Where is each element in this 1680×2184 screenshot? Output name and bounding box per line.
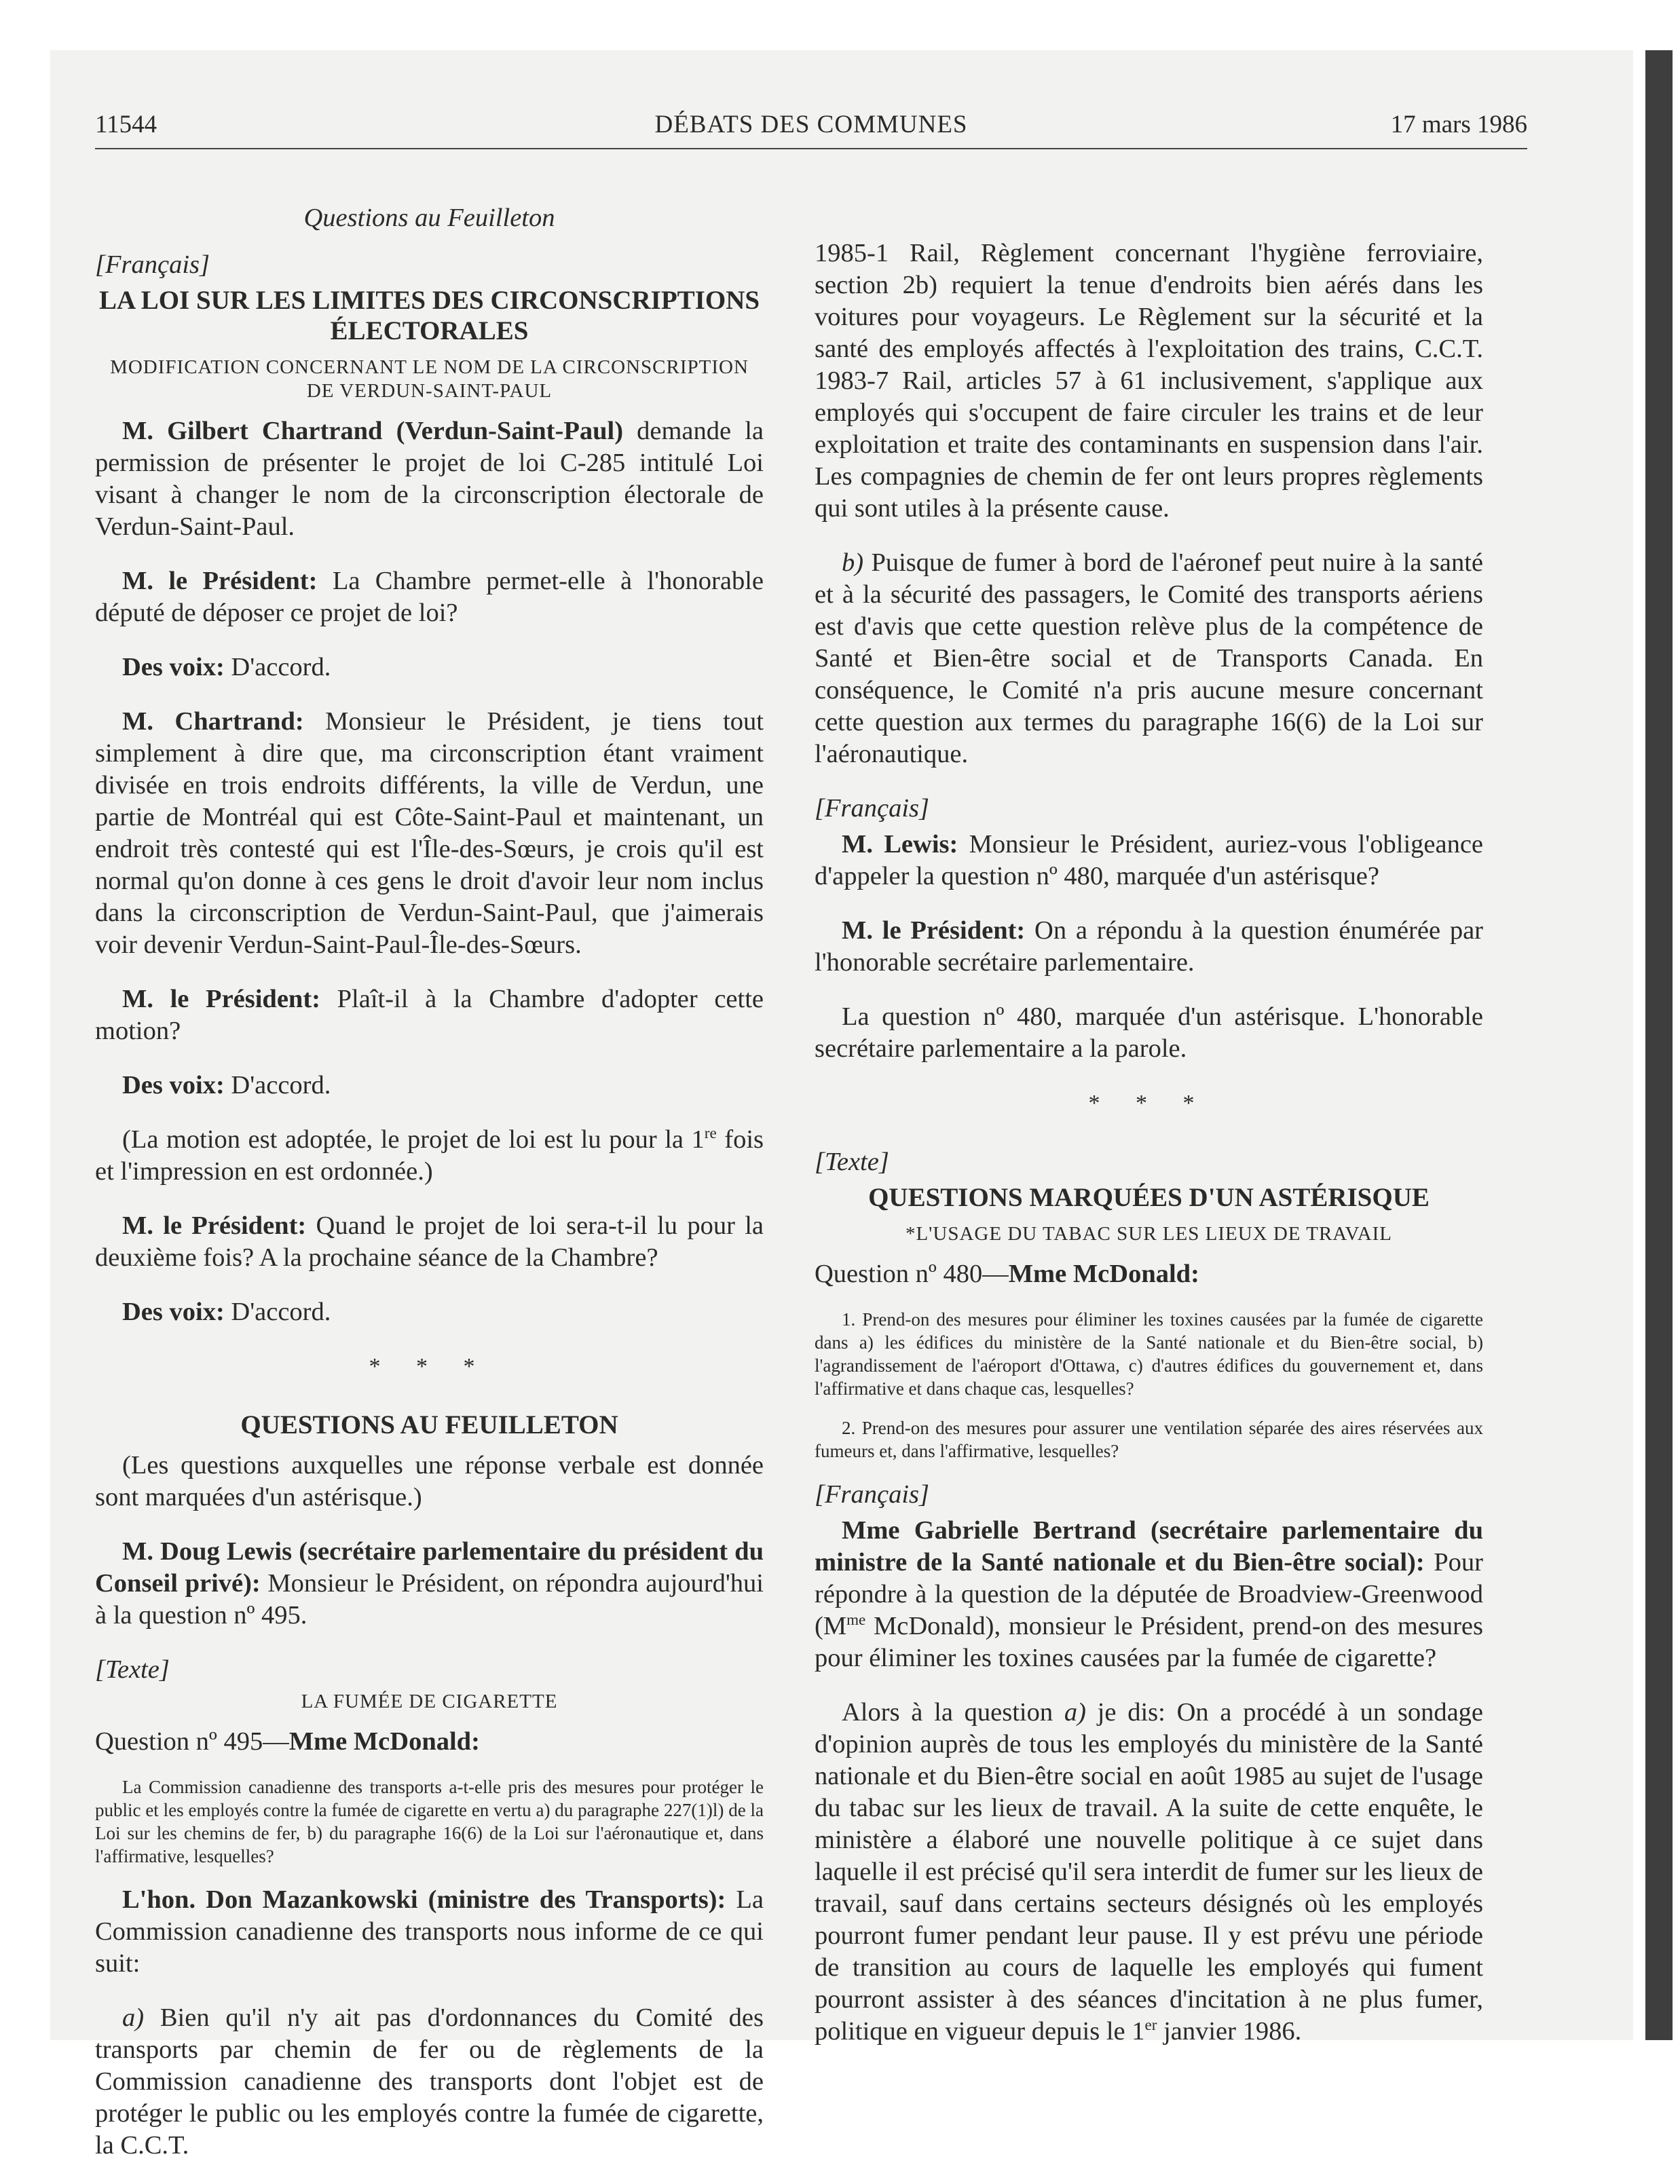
speaker-name: Mme Gabrielle Bertrand (secrétaire parlementaire du ministre de la Santé nationale et du Bien-être social):: [815, 1516, 1483, 1577]
speaker-name: Des voix:: [122, 1071, 225, 1099]
paragraph: M. Lewis: Monsieur le Président, auriez-vous l'obligeance d'appeler la question nº 480, marquée d'un astérisque?: [815, 830, 1483, 890]
speaker-name: M. le Président:: [842, 916, 1026, 945]
paragraph: a) Bien qu'il n'y ait pas d'ordonnances du Comité des transports par chemin de fer ou de règlements de la Commission canadienne des transports dont l'objet est de protéger le public ou les employés contre la fumée de cigarette, la C.C.T.: [95, 2003, 764, 2160]
speaker-name: M. Doug Lewis (secrétaire parlementaire du président du Conseil privé):: [95, 1537, 764, 1598]
paragraph: 1985-1 Rail, Règlement concernant l'hygiène ferroviaire, section 2b) requiert la tenue d'endroits bien aérés dans les voitures pour voyageurs. Le Règlement sur la sécurité et la santé des employés affectés à l'exploitation des trains, C.C.T. 1983-7 Rail, articles 57 à 61 inclusivement, s'applique aux employés qui s'occupent de faire circuler les trains et de leur exploitation et traite des contaminants en suspension dans l'air. Les compagnies de chemin de fer ont leurs propres règlements qui sont utiles à la présente cause.: [815, 239, 1483, 523]
page-header: [95, 110, 1527, 149]
paragraph: M. Chartrand: Monsieur le Président, je tiens tout simplement à dire que, ma circonscription étant vraiment divisée en trois endroits différents, la ville de Verdun, une partie de Montréal qui est Côte-Saint-Paul et maintenant, un endroit très contesté qui est l'Île-des-Sœurs, je crois qu'il est normal qu'on donne à ces gens le droit d'avoir leur nom inclus dans la circonscription de Verdun-Saint-Paul, que j'aimerais voir devenir Verdun-Saint-Paul-Île-des-Sœurs.: [95, 707, 764, 959]
language-tag: [Français]: [95, 250, 210, 279]
speaker-name: Des voix:: [122, 653, 225, 681]
speaker-name: M. Chartrand:: [122, 707, 304, 736]
question-495-heading: Question nº 495—Mme McDonald:: [95, 1727, 480, 1756]
speaker-name: L'hon. Don Mazankowski (ministre des Transports):: [122, 1885, 726, 1914]
heading-order-paper: QUESTIONS AU FEUILLETON: [240, 1410, 618, 1439]
question-480-part-1: 1. Prend-on des mesures pour éliminer les toxines causées par la fumée de cigarette dans a) les édifices du ministère de la Santé nationale et du Bien-être social, b) l'agrandissement de l'aéroport d'Ottawa, c) d'autres édifices du gouvernement et, dans l'affirmative et dans chaque cas, lesquelles?: [815, 1309, 1483, 1399]
page-date: 17 mars 1986: [1390, 111, 1527, 138]
speaker-name: M. le Président:: [122, 567, 318, 595]
speaker-name: M. Gilbert Chartrand (Verdun-Saint-Paul): [122, 417, 624, 445]
subheading-name-change: MODIFICATION CONCERNANT LE NOM DE LA CIRCONSCRIPTION DE VERDUN-SAINT-PAUL: [110, 356, 749, 402]
paragraph: (La motion est adoptée, le projet de loi est lu pour la 1re fois et l'impression en est ordonnée.): [95, 1124, 764, 1186]
paragraph: M. le Président: Plaît-il à la Chambre d'adopter cette motion?: [95, 985, 764, 1045]
section-separator: * * *: [1088, 1091, 1210, 1116]
language-tag: [Texte]: [95, 1655, 170, 1684]
speaker-name: Des voix:: [122, 1298, 225, 1326]
language-tag: [Texte]: [815, 1148, 889, 1176]
left-column: [95, 202, 764, 2184]
paragraph: Des voix: D'accord.: [122, 653, 331, 681]
paragraph: (Les questions auxquelles une réponse verbale est donnée sont marquées d'un astérisque.): [95, 1451, 764, 1511]
paragraph: b) Puisque de fumer à bord de l'aéronef peut nuire à la santé et à la sécurité des passagers, le Comité des transports aériens est d'avis que cette question relève plus de la compétence de Santé et Bien-être social et de Transports Canada. En conséquence, le Comité n'a pris aucune mesure concernant cette question aux termes du paragraphe 16(6) de la Loi sur l'aéronautique.: [815, 548, 1483, 768]
scan-edge-bar: [1645, 50, 1673, 2040]
paragraph: M. Doug Lewis (secrétaire parlementaire du président du Conseil privé): Monsieur le Président, on répondra aujourd'hui à la question nº 495.: [95, 1537, 764, 1630]
question-495-text: La Commission canadienne des transports a-t-elle pris des mesures pour protéger le public et les employés contre la fumée de cigarette en vertu a) du paragraphe 227(1)l) de la Loi sur les chemins de fer, b) du paragraphe 16(6) de la Loi sur l'aéronautique et, dans l'affirmative, lesquelles?: [95, 1777, 764, 1866]
paragraph: L'hon. Don Mazankowski (ministre des Transports): La Commission canadienne des transports nous informe de ce qui suit:: [95, 1885, 764, 1978]
subheading-cigarette-smoke: LA FUMÉE DE CIGARETTE: [301, 1691, 558, 1712]
question-480-part-2: 2. Prend-on des mesures pour assurer une ventilation séparée des aires réservées aux fumeurs et, dans l'affirmative, lesquelles?: [815, 1418, 1483, 1461]
paragraph: Des voix: D'accord.: [122, 1071, 331, 1099]
heading-starred-questions: QUESTIONS MARQUÉES D'UN ASTÉRISQUE: [868, 1183, 1430, 1212]
speaker-name: M. le Président:: [122, 985, 320, 1013]
section-separator: * * *: [369, 1354, 490, 1379]
paragraph: Mme Gabrielle Bertrand (secrétaire parlementaire du ministre de la Santé nationale et du Bien-être social): Pour répondre à la question de la députée de Broadview-Greenwood ($M^{me}$ McDonald), monsieur le Président, prend-on des mesures pour éliminer les toxines causées par la fumée de cigarette?: [815, 1516, 1484, 1672]
paragraph: Des voix: D'accord.: [122, 1298, 331, 1326]
question-480-heading: Question nº 480—Mme McDonald:: [815, 1260, 1199, 1288]
paragraph: M. le Président: Quand le projet de loi sera-t-il lu pour la deuxième fois? A la prochaine séance de la Chambre?: [95, 1211, 764, 1272]
language-tag: [Français]: [815, 794, 929, 823]
paragraph: M. le Président: On a répondu à la question énumérée par l'honorable secrétaire parlementaire.: [815, 916, 1483, 977]
section-running-title: Questions au Feuilleton: [303, 204, 555, 232]
heading-electoral-limits: LA LOI SUR LES LIMITES DES CIRCONSCRIPTIONS ÉLECTORALES: [98, 286, 760, 345]
subheading-tobacco-workplace: *L'USAGE DU TABAC SUR LES LIEUX DE TRAVAIL: [905, 1223, 1393, 1245]
speaker-name: M. le Président:: [122, 1211, 307, 1240]
paragraph: M. le Président: La Chambre permet-elle à l'honorable député de déposer ce projet de loi?: [95, 567, 764, 627]
paragraph: M. Gilbert Chartrand (Verdun-Saint-Paul) demande la permission de présenter le projet de loi C-285 intitulé Loi visant à changer le nom de la circonscription électorale de Verdun-Saint-Paul.: [95, 417, 764, 541]
page-number: 11544: [95, 111, 157, 138]
paragraph: La question nº 480, marquée d'un astérisque. L'honorable secrétaire parlementaire a la parole.: [815, 1002, 1483, 1063]
paragraph: Alors à la question a) je dis: On a procédé à un sondage d'opinion auprès de tous les employés du ministère de la Santé nationale et du Bien-être social en août 1985 au sujet de l'usage du tabac sur les lieux de travail. A la suite de cette enquête, le ministère a élaboré une nouvelle politique à ce sujet dans laquelle il est précisé qu'il sera interdit de fumer sur les lieux de travail, sauf dans certains secteurs désignés où les employés pourront fumer pendant leur pause. Il y est prévu une période de transition au cours de laquelle les employés qui fument pourront assister à des séances d'incitation à ne plus fumer, politique en vigueur depuis le 1er janvier 1986.: [815, 1698, 1483, 2046]
language-tag: [Français]: [815, 1480, 929, 1509]
publication-title: DÉBATS DES COMMUNES: [654, 111, 968, 138]
speaker-name: M. Lewis:: [842, 830, 958, 859]
right-column: [815, 238, 1483, 2070]
